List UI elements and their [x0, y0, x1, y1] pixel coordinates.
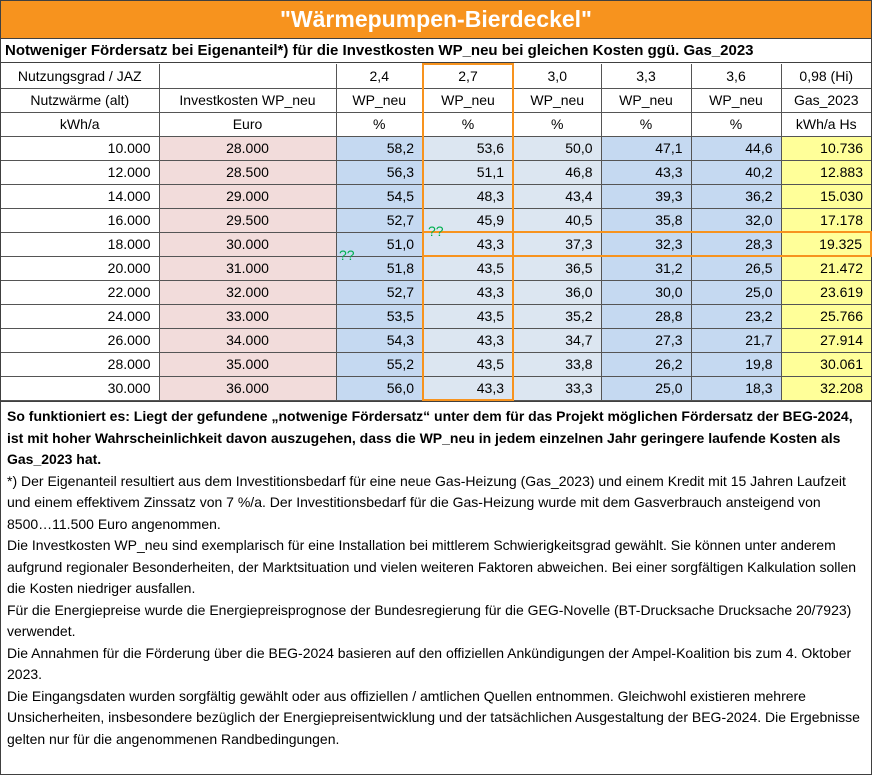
table-cell: 26.000 — [1, 328, 159, 352]
table-cell: 25.766 — [781, 304, 871, 328]
table-cell: 33.000 — [159, 304, 336, 328]
header-cell: 3,6 — [691, 64, 781, 88]
table-subtitle: Notweniger Fördersatz bei Eigenanteil*) für die Investkosten WP_neu bei gleichen Kosten ggü. Gas_2023 — [1, 39, 871, 63]
header-cell — [159, 64, 336, 88]
table-cell: 35.000 — [159, 352, 336, 376]
table-cell: 52,7 — [336, 280, 423, 304]
table-row — [1, 256, 871, 280]
header-cell: 3,3 — [601, 64, 691, 88]
table-cell: 34,7 — [513, 328, 601, 352]
header-cell: Investkosten WP_neu — [159, 88, 336, 112]
table-cell: 45,9 — [423, 208, 513, 232]
header-cell: 0,98 (Hi) — [781, 64, 871, 88]
table-cell: 53,6 — [423, 136, 513, 160]
table-cell: 24.000 — [1, 304, 159, 328]
header-cell: WP_neu — [336, 88, 423, 112]
notes-summary: So funktioniert es: Liegt der gefundene „notwenige Fördersatz“ unter dem für das Projekt möglichen Fördersatz der BEG-2024, ist mit hoher Wahrscheinlichkeit davon auszugehen, dass die WP_neu in jedem einzelnen Jahr geringere laufende Kosten als Gas_2023 hat. — [7, 408, 853, 467]
notes-paragraph: Die Annahmen für die Förderung über die BEG-2024 basieren auf den offiziellen Ankündigungen der Ampel-Koalition bis zum 4. Oktober 2023. — [7, 644, 852, 682]
table-cell: 40,5 — [513, 208, 601, 232]
table-cell: 32,0 — [691, 208, 781, 232]
table-cell: 40,2 — [691, 160, 781, 184]
table-cell: 37,3 — [513, 232, 601, 256]
table-cell: 32.208 — [781, 376, 871, 400]
table-cell: 10.000 — [1, 136, 159, 160]
header-cell: Nutzwärme (alt) — [1, 88, 159, 112]
notes-section — [1, 401, 871, 750]
table-cell: 16.000 — [1, 208, 159, 232]
table-cell: 23.619 — [781, 280, 871, 304]
table-cell: 19,8 — [691, 352, 781, 376]
table-cell: 28.000 — [1, 352, 159, 376]
table-row — [1, 280, 871, 304]
table-cell: 21,7 — [691, 328, 781, 352]
table-cell: 48,3 — [423, 184, 513, 208]
table-cell: 28,3 — [691, 232, 781, 256]
table-row — [1, 304, 871, 328]
table-cell: 39,3 — [601, 184, 691, 208]
table-cell: 51,8 — [336, 256, 423, 280]
table-cell: 27.914 — [781, 328, 871, 352]
notes-paragraph: Die Eingangsdaten wurden sorgfältig gewählt oder aus offiziellen / amtlichen Quellen entnommen. Gleichwohl existieren mehrere Unsicherheiten, insbesondere bezüglich der Energiepreisentwicklung und der tatsächlichen Ausgestaltung der BEG-2024. Die Ergebnisse gelten nur für die angenommenen Randbedingungen. — [7, 687, 860, 747]
table-cell: 56,0 — [336, 376, 423, 400]
header-cell: Gas_2023 — [781, 88, 871, 112]
table-row — [1, 376, 871, 400]
table-cell: 30,0 — [601, 280, 691, 304]
table-cell: 12.000 — [1, 160, 159, 184]
table-cell: 54,5 — [336, 184, 423, 208]
header-cell: % — [513, 112, 601, 136]
table-cell: 52,7 — [336, 208, 423, 232]
table-cell: 33,8 — [513, 352, 601, 376]
header-rows — [1, 64, 871, 136]
table-cell: 29.000 — [159, 184, 336, 208]
header-cell: % — [336, 112, 423, 136]
notes-paragraph: Für die Energiepreise wurde die Energiepreisprognose der Bundesregierung für die GEG-Novelle (BT-Drucksache Drucksache 20/7923) verwendet. — [7, 601, 852, 639]
table-cell: 25,0 — [601, 376, 691, 400]
question-mark-annotation: ?? — [428, 223, 444, 239]
table-cell: 43,5 — [423, 352, 513, 376]
question-mark-annotation: ?? — [339, 247, 355, 263]
notes-paragraph: *) Der Eigenanteil resultiert aus dem Investitionsbedarf für eine neue Gas-Heizung (Gas_2023) und einem Kredit mit 15 Jahren Laufzeit und einem effektivem Zinssatz von 7 %/a. Der Investitionsbedarf für die Gas-Heizung wurde mit dem Gasverbrauch ansteigend von 8500…11.500 Euro angenommen. — [7, 472, 846, 532]
table-cell: 26,5 — [691, 256, 781, 280]
table-cell: 35,8 — [601, 208, 691, 232]
table-cell: 43,5 — [423, 304, 513, 328]
table-cell: 36,5 — [513, 256, 601, 280]
table-cell: 31.000 — [159, 256, 336, 280]
table-cell: 30.000 — [159, 232, 336, 256]
table-cell: 55,2 — [336, 352, 423, 376]
table-cell: 17.178 — [781, 208, 871, 232]
table-cell: 21.472 — [781, 256, 871, 280]
table-cell: 28.500 — [159, 160, 336, 184]
table-cell: 43,5 — [423, 256, 513, 280]
table-row — [1, 328, 871, 352]
header-row — [1, 112, 871, 136]
table-cell: 54,3 — [336, 328, 423, 352]
header-cell: WP_neu — [691, 88, 781, 112]
table-cell: 30.000 — [1, 376, 159, 400]
table-cell: 19.325 — [781, 232, 871, 256]
table-cell: 26,2 — [601, 352, 691, 376]
table-cell: 43,3 — [423, 328, 513, 352]
table-cell: 12.883 — [781, 160, 871, 184]
table-row — [1, 352, 871, 376]
header-cell: Euro — [159, 112, 336, 136]
table-cell: 58,2 — [336, 136, 423, 160]
table-row — [1, 136, 871, 160]
header-cell: WP_neu — [423, 88, 513, 112]
header-row — [1, 64, 871, 88]
table-cell: 28,8 — [601, 304, 691, 328]
value-rows — [1, 136, 871, 400]
table-cell: 43,3 — [423, 376, 513, 400]
table-cell: 46,8 — [513, 160, 601, 184]
table-cell: 18.000 — [1, 232, 159, 256]
table-cell: 44,6 — [691, 136, 781, 160]
table-cell: 30.061 — [781, 352, 871, 376]
table-cell: 25,0 — [691, 280, 781, 304]
table-cell: 27,3 — [601, 328, 691, 352]
header-cell: % — [423, 112, 513, 136]
table-row — [1, 160, 871, 184]
table-cell: 31,2 — [601, 256, 691, 280]
header-cell: Nutzungsgrad / JAZ — [1, 64, 159, 88]
table-cell: 18,3 — [691, 376, 781, 400]
header-cell: 3,0 — [513, 64, 601, 88]
table-cell: 15.030 — [781, 184, 871, 208]
table-cell: 56,3 — [336, 160, 423, 184]
header-cell: 2,4 — [336, 64, 423, 88]
table-cell: 22.000 — [1, 280, 159, 304]
header-cell: WP_neu — [513, 88, 601, 112]
table-cell: 34.000 — [159, 328, 336, 352]
header-cell: % — [691, 112, 781, 136]
table-cell: 33,3 — [513, 376, 601, 400]
table-cell: 10.736 — [781, 136, 871, 160]
table-cell: 43,3 — [423, 280, 513, 304]
table-cell: 53,5 — [336, 304, 423, 328]
header-row — [1, 88, 871, 112]
table-cell: 36,0 — [513, 280, 601, 304]
table-cell: 35,2 — [513, 304, 601, 328]
table-cell: 43,3 — [601, 160, 691, 184]
table-cell: 43,4 — [513, 184, 601, 208]
table-cell: 28.000 — [159, 136, 336, 160]
table-cell: 51,1 — [423, 160, 513, 184]
header-cell: kWh/a — [1, 112, 159, 136]
table-cell: 23,2 — [691, 304, 781, 328]
table-cell: 36.000 — [159, 376, 336, 400]
table-cell: 51,0 — [336, 232, 423, 256]
table-cell: 32.000 — [159, 280, 336, 304]
header-cell: 2,7 — [423, 64, 513, 88]
table-cell: 36,2 — [691, 184, 781, 208]
table-cell: 32,3 — [601, 232, 691, 256]
table-row — [1, 184, 871, 208]
header-cell: kWh/a Hs — [781, 112, 871, 136]
header-cell: WP_neu — [601, 88, 691, 112]
table-cell: 50,0 — [513, 136, 601, 160]
page-title: "Wärmepumpen-Bierdeckel" — [1, 1, 871, 39]
notes-paragraph: Die Investkosten WP_neu sind exemplarisch für eine Installation bei mittlerem Schwierigkeitsgrad gewählt. Sie können unter anderem aufgrund regionaler Besonderheiten, der Marktsituation und vielen weiteren Faktoren abweichen. Bei einer sorgfältigen Kalkulation sollen die Kosten niedriger ausfallen. — [7, 537, 857, 596]
table-cell: 47,1 — [601, 136, 691, 160]
table-cell: 20.000 — [1, 256, 159, 280]
table-cell: 14.000 — [1, 184, 159, 208]
table-cell: 29.500 — [159, 208, 336, 232]
header-cell: % — [601, 112, 691, 136]
table-cell: 43,3 — [423, 232, 513, 256]
